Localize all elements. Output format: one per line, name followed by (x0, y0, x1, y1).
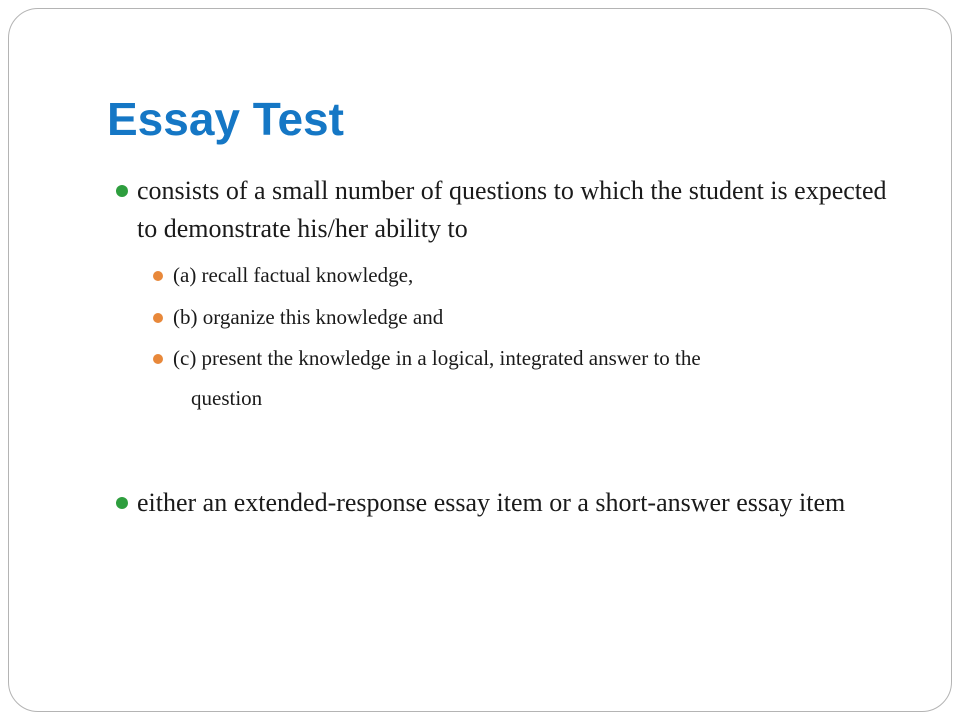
slide-frame (8, 8, 952, 712)
sub-bullet-text: (b) organize this knowledge and (173, 305, 444, 329)
sub-bullet-item-organize (173, 302, 893, 332)
bullet-dot-icon (116, 497, 128, 509)
slide-title: Essay Test (107, 93, 344, 145)
bullet-text: either an extended-response essay item or a short-answer essay item (137, 488, 846, 517)
bullet-dot-icon (116, 185, 128, 197)
bullet-text: consists of a small number of questions to which the student is expected to demonstrate his/her ability to (137, 176, 887, 243)
sub-bullet-item-present (173, 343, 893, 413)
sub-bullet-text: (c) present the knowledge in a logical, integrated answer to the (173, 346, 701, 370)
sub-bullet-continuation-text: question (191, 386, 263, 410)
bullet-item-essay-types (137, 484, 897, 522)
sub-bullet-dot-icon (153, 271, 163, 281)
sub-bullet-item-recall (173, 260, 893, 290)
bullet-item-essay-definition (137, 172, 897, 248)
sub-bullet-text: (a) recall factual knowledge, (173, 263, 414, 287)
sub-bullet-dot-icon (153, 354, 163, 364)
sub-bullet-dot-icon (153, 313, 163, 323)
